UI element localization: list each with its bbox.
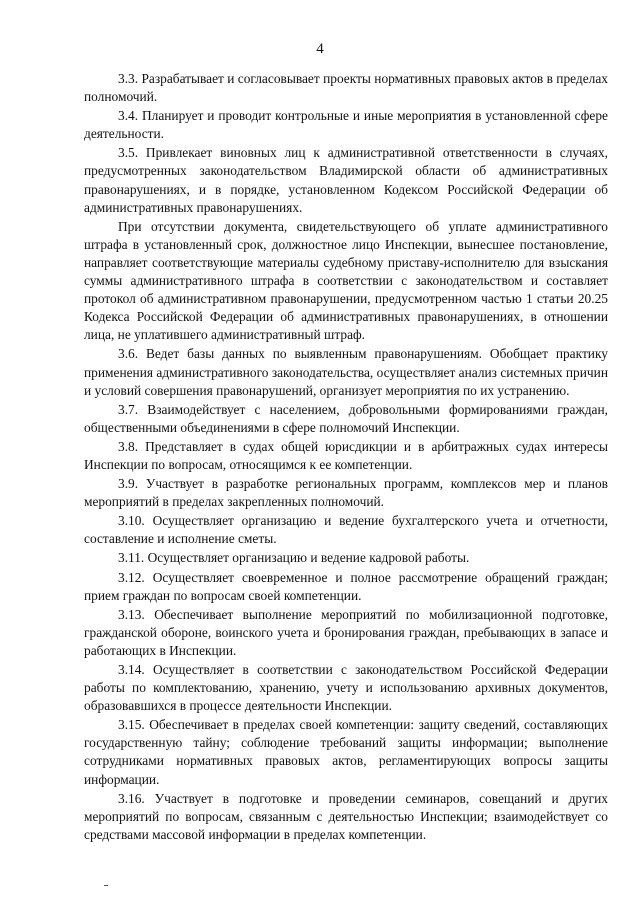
paragraph-3-5: 3.5. Привлекает виновных лиц к административной ответственности в случаях, предусмотренных законодательством Владимирской области об административных правонарушениях, и в порядке, установленном Кодексом Российской Федерации об административных правонарушениях. [84,145,608,215]
paragraph-3-13: 3.13. Обеспечивает выполнение мероприятий по мобилизационной подготовке, гражданской обороне, воинского учета и бронирования граждан, пребывающих в запасе и работающих в Инспекции. [84,606,608,658]
paragraph-3-8: 3.8. Представляет в судах общей юрисдикции и в арбитражных судах интересы Инспекции по вопросам, относящимся к ее компетенции. [84,438,608,472]
paragraph-3-11: 3.11. Осуществляет организацию и ведение кадровой работы. [118,550,470,566]
paragraph-3-4: 3.4. Планирует и проводит контрольные и иные мероприятия в установленной сфере деятельности. [84,108,608,142]
paragraph-3-16: 3.16. Участвует в подготовке и проведении семинаров, совещаний и других мероприятий по вопросам, связанным с деятельностью Инспекции; взаимодействует со средствами массовой информации в пределах компетенции. [84,790,608,842]
paragraph-3-3: 3.3. Разрабатывает и согласовывает проекты нормативных правовых актов в пределах полномочий. [84,71,608,105]
scan-mark [104,885,108,886]
paragraph-3-5-continuation: При отсутствии документа, свидетельствующего об уплате административного штрафа в установленный срок, должностное лицо Инспекции, вынесшее постановление, направляет соответствующие материалы судебному приставу-исполнителю для взыскания суммы административного штрафа в соответствии с законодательством и составляет протокол об административном правонарушении, предусмотренном частью 1 статьи 20.25 Кодекса Российской Федерации об административных правонарушениях, в отношении лица, не уплатившего административный штраф. [84,218,608,343]
paragraph-3-7: 3.7. Взаимодействует с населением, добровольными формированиями граждан, общественными объединениями в сфере полномочий Инспекции. [84,401,608,435]
paragraph-3-14: 3.14. Осуществляет в соответствии с законодательством Российской Федерации работы по комплектованию, хранению, учету и использованию архивных документов, образовавшихся в процессе деятельности Инспекции. [84,662,608,714]
page-number: 4 [316,41,324,57]
paragraph-3-15: 3.15. Обеспечивает в пределах своей компетенции: защиту сведений, составляющих государственную тайну; соблюдение требований защиты информации; выполнение сотрудниками нормативных правовых актов, регламентирующих вопросы защиты информации. [84,717,608,787]
paragraph-3-12: 3.12. Осуществляет своевременное и полное рассмотрение обращений граждан; прием граждан по вопросам своей компетенции. [84,569,608,603]
paragraph-3-6: 3.6. Ведет базы данных по выявленным правонарушениям. Обобщает практику применения административного законодательства, осуществляет анализ системных причин и условий совершения правонарушений, организует мероприятия по их устранению. [84,346,608,398]
paragraph-3-9: 3.9. Участвует в разработке региональных программ, комплексов мер и планов мероприятий в пределах закрепленных полномочий. [84,476,608,510]
document-body [84,70,608,845]
paragraph-3-10: 3.10. Осуществляет организацию и ведение бухгалтерского учета и отчетности, составление и исполнение сметы. [84,513,608,547]
